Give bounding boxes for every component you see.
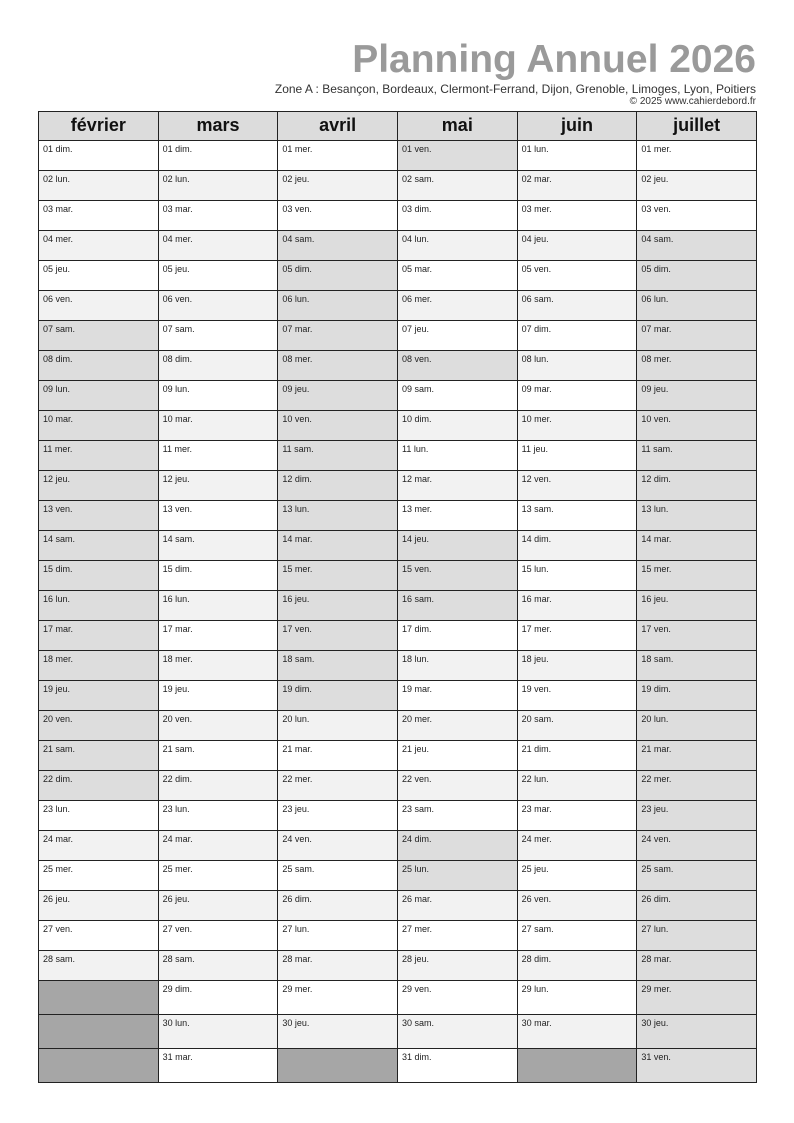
day-cell: 20 lun. — [278, 711, 398, 741]
day-cell: 30 lun. — [159, 1015, 279, 1049]
month-column — [518, 112, 638, 1083]
day-cell: 28 sam. — [39, 951, 159, 981]
day-cell: 01 lun. — [518, 141, 638, 171]
day-cell: 13 sam. — [518, 501, 638, 531]
page-header — [38, 38, 756, 108]
day-cell: 12 jeu. — [39, 471, 159, 501]
day-cell: 22 mer. — [278, 771, 398, 801]
day-cell: 06 mer. — [398, 291, 518, 321]
day-cell: 04 sam. — [637, 231, 757, 261]
day-cell: 08 mer. — [278, 351, 398, 381]
day-cell: 26 mar. — [398, 891, 518, 921]
day-cell: 14 mar. — [637, 531, 757, 561]
day-cell: 11 mer. — [159, 441, 279, 471]
empty-cell — [39, 1049, 159, 1083]
day-cell: 16 lun. — [159, 591, 279, 621]
day-cell: 19 jeu. — [39, 681, 159, 711]
day-cell: 27 ven. — [159, 921, 279, 951]
month-column — [39, 112, 159, 1083]
day-cell: 10 ven. — [278, 411, 398, 441]
day-cell: 06 ven. — [39, 291, 159, 321]
day-cell: 19 dim. — [637, 681, 757, 711]
empty-cell — [39, 981, 159, 1015]
day-cell: 22 mer. — [637, 771, 757, 801]
day-cell: 21 mar. — [637, 741, 757, 771]
day-cell: 15 dim. — [39, 561, 159, 591]
day-cell: 27 lun. — [637, 921, 757, 951]
day-cell: 03 mer. — [518, 201, 638, 231]
day-cell: 17 dim. — [398, 621, 518, 651]
month-header: mai — [398, 112, 518, 141]
day-cell: 26 jeu. — [159, 891, 279, 921]
day-cell: 30 mar. — [518, 1015, 638, 1049]
day-cell: 11 mer. — [39, 441, 159, 471]
day-cell: 20 ven. — [159, 711, 279, 741]
day-cell: 13 mer. — [398, 501, 518, 531]
day-cell: 13 ven. — [39, 501, 159, 531]
day-cell: 06 lun. — [278, 291, 398, 321]
day-cell: 03 ven. — [637, 201, 757, 231]
day-cell: 07 mar. — [278, 321, 398, 351]
day-cell: 30 sam. — [398, 1015, 518, 1049]
day-cell: 18 mer. — [159, 651, 279, 681]
day-cell: 26 ven. — [518, 891, 638, 921]
day-cell: 09 lun. — [159, 381, 279, 411]
day-cell: 31 dim. — [398, 1049, 518, 1083]
day-cell: 21 sam. — [159, 741, 279, 771]
day-cell: 07 jeu. — [398, 321, 518, 351]
day-cell: 07 sam. — [159, 321, 279, 351]
day-cell: 15 mer. — [637, 561, 757, 591]
month-column — [159, 112, 279, 1083]
day-cell: 29 mer. — [278, 981, 398, 1015]
day-cell: 18 lun. — [398, 651, 518, 681]
empty-cell — [278, 1049, 398, 1083]
day-cell: 11 lun. — [398, 441, 518, 471]
day-cell: 30 jeu. — [637, 1015, 757, 1049]
day-cell: 21 jeu. — [398, 741, 518, 771]
day-cell: 10 mar. — [159, 411, 279, 441]
day-cell: 09 sam. — [398, 381, 518, 411]
day-cell: 19 ven. — [518, 681, 638, 711]
day-cell: 06 lun. — [637, 291, 757, 321]
day-cell: 02 lun. — [159, 171, 279, 201]
day-cell: 16 jeu. — [637, 591, 757, 621]
month-header: mars — [159, 112, 279, 141]
day-cell: 22 dim. — [159, 771, 279, 801]
day-cell: 05 jeu. — [39, 261, 159, 291]
day-cell: 29 lun. — [518, 981, 638, 1015]
day-cell: 05 jeu. — [159, 261, 279, 291]
day-cell: 31 ven. — [637, 1049, 757, 1083]
day-cell: 28 dim. — [518, 951, 638, 981]
day-cell: 14 mar. — [278, 531, 398, 561]
day-cell: 03 mar. — [159, 201, 279, 231]
day-cell: 22 ven. — [398, 771, 518, 801]
day-cell: 12 mar. — [398, 471, 518, 501]
day-cell: 26 dim. — [278, 891, 398, 921]
month-column — [278, 112, 398, 1083]
day-cell: 02 mar. — [518, 171, 638, 201]
day-cell: 06 ven. — [159, 291, 279, 321]
day-cell: 13 lun. — [278, 501, 398, 531]
day-cell: 04 mer. — [159, 231, 279, 261]
calendar-grid — [38, 111, 757, 1083]
day-cell: 25 mer. — [39, 861, 159, 891]
day-cell: 09 jeu. — [278, 381, 398, 411]
day-cell: 18 sam. — [278, 651, 398, 681]
day-cell: 30 jeu. — [278, 1015, 398, 1049]
day-cell: 15 dim. — [159, 561, 279, 591]
day-cell: 16 jeu. — [278, 591, 398, 621]
day-cell: 02 jeu. — [637, 171, 757, 201]
day-cell: 17 ven. — [278, 621, 398, 651]
day-cell: 04 lun. — [398, 231, 518, 261]
day-cell: 07 sam. — [39, 321, 159, 351]
day-cell: 05 dim. — [278, 261, 398, 291]
day-cell: 25 mer. — [159, 861, 279, 891]
month-header: juillet — [637, 112, 757, 141]
day-cell: 25 jeu. — [518, 861, 638, 891]
day-cell: 01 dim. — [159, 141, 279, 171]
day-cell: 29 dim. — [159, 981, 279, 1015]
day-cell: 27 mer. — [398, 921, 518, 951]
day-cell: 05 mar. — [398, 261, 518, 291]
day-cell: 09 mar. — [518, 381, 638, 411]
day-cell: 28 mar. — [637, 951, 757, 981]
day-cell: 01 mer. — [278, 141, 398, 171]
day-cell: 25 sam. — [637, 861, 757, 891]
day-cell: 19 dim. — [278, 681, 398, 711]
day-cell: 23 jeu. — [637, 801, 757, 831]
day-cell: 31 mar. — [159, 1049, 279, 1083]
day-cell: 26 jeu. — [39, 891, 159, 921]
day-cell: 23 jeu. — [278, 801, 398, 831]
day-cell: 11 jeu. — [518, 441, 638, 471]
day-cell: 20 sam. — [518, 711, 638, 741]
day-cell: 17 mer. — [518, 621, 638, 651]
day-cell: 13 ven. — [159, 501, 279, 531]
day-cell: 02 sam. — [398, 171, 518, 201]
day-cell: 20 lun. — [637, 711, 757, 741]
day-cell: 09 jeu. — [637, 381, 757, 411]
day-cell: 17 mar. — [39, 621, 159, 651]
day-cell: 03 ven. — [278, 201, 398, 231]
zone-subtitle: Zone A : Besançon, Bordeaux, Clermont-Ferrand, Dijon, Grenoble, Limoges, Lyon, Poitiers — [274, 82, 756, 96]
day-cell: 17 mar. — [159, 621, 279, 651]
day-cell: 23 sam. — [398, 801, 518, 831]
day-cell: 08 mer. — [637, 351, 757, 381]
day-cell: 27 sam. — [518, 921, 638, 951]
day-cell: 07 dim. — [518, 321, 638, 351]
month-header: avril — [278, 112, 398, 141]
day-cell: 24 ven. — [637, 831, 757, 861]
day-cell: 16 sam. — [398, 591, 518, 621]
day-cell: 12 jeu. — [159, 471, 279, 501]
day-cell: 13 lun. — [637, 501, 757, 531]
day-cell: 01 ven. — [398, 141, 518, 171]
day-cell: 22 lun. — [518, 771, 638, 801]
day-cell: 18 jeu. — [518, 651, 638, 681]
day-cell: 19 mar. — [398, 681, 518, 711]
day-cell: 08 dim. — [159, 351, 279, 381]
day-cell: 08 lun. — [518, 351, 638, 381]
day-cell: 02 jeu. — [278, 171, 398, 201]
day-cell: 16 lun. — [39, 591, 159, 621]
day-cell: 27 ven. — [39, 921, 159, 951]
day-cell: 29 ven. — [398, 981, 518, 1015]
day-cell: 15 mer. — [278, 561, 398, 591]
day-cell: 05 ven. — [518, 261, 638, 291]
day-cell: 10 mar. — [39, 411, 159, 441]
day-cell: 08 dim. — [39, 351, 159, 381]
day-cell: 11 sam. — [637, 441, 757, 471]
day-cell: 12 dim. — [278, 471, 398, 501]
page-title: Planning Annuel 2026 — [352, 38, 756, 81]
month-column — [637, 112, 757, 1083]
day-cell: 08 ven. — [398, 351, 518, 381]
day-cell: 21 dim. — [518, 741, 638, 771]
day-cell: 15 lun. — [518, 561, 638, 591]
day-cell: 12 ven. — [518, 471, 638, 501]
day-cell: 04 mer. — [39, 231, 159, 261]
day-cell: 20 ven. — [39, 711, 159, 741]
day-cell: 18 sam. — [637, 651, 757, 681]
day-cell: 11 sam. — [278, 441, 398, 471]
day-cell: 02 lun. — [39, 171, 159, 201]
month-column — [398, 112, 518, 1083]
day-cell: 24 mar. — [159, 831, 279, 861]
day-cell: 06 sam. — [518, 291, 638, 321]
empty-cell — [518, 1049, 638, 1083]
copyright-notice: © 2025 www.cahierdebord.fr — [629, 96, 756, 107]
month-header: février — [39, 112, 159, 141]
day-cell: 21 sam. — [39, 741, 159, 771]
day-cell: 26 dim. — [637, 891, 757, 921]
day-cell: 19 jeu. — [159, 681, 279, 711]
day-cell: 14 sam. — [39, 531, 159, 561]
empty-cell — [39, 1015, 159, 1049]
day-cell: 14 dim. — [518, 531, 638, 561]
day-cell: 05 dim. — [637, 261, 757, 291]
day-cell: 27 lun. — [278, 921, 398, 951]
day-cell: 16 mar. — [518, 591, 638, 621]
day-cell: 15 ven. — [398, 561, 518, 591]
day-cell: 14 jeu. — [398, 531, 518, 561]
day-cell: 23 mar. — [518, 801, 638, 831]
day-cell: 25 sam. — [278, 861, 398, 891]
day-cell: 12 dim. — [637, 471, 757, 501]
day-cell: 04 sam. — [278, 231, 398, 261]
day-cell: 17 ven. — [637, 621, 757, 651]
day-cell: 14 sam. — [159, 531, 279, 561]
day-cell: 01 dim. — [39, 141, 159, 171]
day-cell: 24 mer. — [518, 831, 638, 861]
day-cell: 22 dim. — [39, 771, 159, 801]
day-cell: 07 mar. — [637, 321, 757, 351]
day-cell: 03 dim. — [398, 201, 518, 231]
day-cell: 09 lun. — [39, 381, 159, 411]
day-cell: 10 dim. — [398, 411, 518, 441]
day-cell: 24 ven. — [278, 831, 398, 861]
day-cell: 20 mer. — [398, 711, 518, 741]
day-cell: 04 jeu. — [518, 231, 638, 261]
day-cell: 29 mer. — [637, 981, 757, 1015]
day-cell: 10 ven. — [637, 411, 757, 441]
month-header: juin — [518, 112, 638, 141]
day-cell: 10 mer. — [518, 411, 638, 441]
day-cell: 18 mer. — [39, 651, 159, 681]
day-cell: 24 dim. — [398, 831, 518, 861]
day-cell: 24 mar. — [39, 831, 159, 861]
day-cell: 21 mar. — [278, 741, 398, 771]
day-cell: 28 mar. — [278, 951, 398, 981]
day-cell: 03 mar. — [39, 201, 159, 231]
day-cell: 28 sam. — [159, 951, 279, 981]
day-cell: 28 jeu. — [398, 951, 518, 981]
day-cell: 23 lun. — [39, 801, 159, 831]
day-cell: 01 mer. — [637, 141, 757, 171]
day-cell: 23 lun. — [159, 801, 279, 831]
day-cell: 25 lun. — [398, 861, 518, 891]
